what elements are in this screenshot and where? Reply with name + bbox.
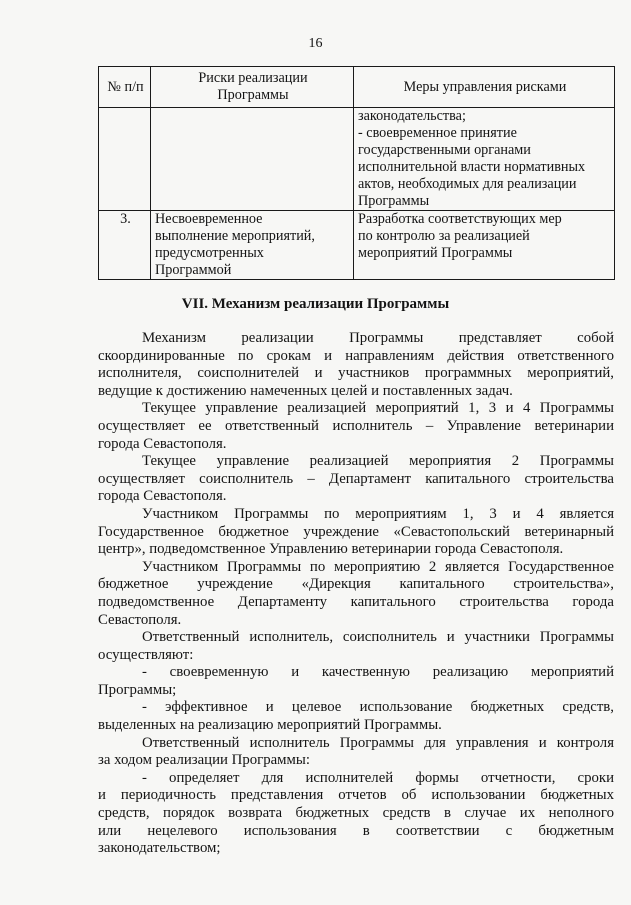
cell-text-line: государственными органами xyxy=(358,142,531,158)
measure-cell xyxy=(354,108,615,211)
paragraph xyxy=(98,400,614,453)
paragraph-line: Ответственный исполнитель, соисполнитель и участники Программы xyxy=(142,629,614,646)
cell-text-line: по контролю за реализацией xyxy=(358,228,530,244)
paragraph-line: Участником Программы по мероприятиям 1, 3 и 4 является xyxy=(142,505,614,522)
paragraph-line: осуществляют: xyxy=(98,646,194,663)
paragraph-line: - эффективное и целевое использование бюджетных средств, xyxy=(142,699,614,716)
section-title: VII. Механизм реализации Программы xyxy=(181,296,450,312)
cell-text-line: выполнение мероприятий, xyxy=(155,228,315,244)
cell-text-line: актов, необходимых для реализации xyxy=(358,176,577,192)
paragraph xyxy=(98,330,614,400)
cell-text-line: мероприятий Программы xyxy=(358,245,513,261)
paragraph-line: Ответственный исполнитель Программы для управления и контроля xyxy=(142,734,614,751)
paragraph-line: выделенных на реализацию мероприятий Программы. xyxy=(98,717,442,734)
paragraph xyxy=(98,735,614,770)
paragraph xyxy=(98,699,614,734)
paragraph-line: ведущие к достижению намеченных целей и поставленных задач. xyxy=(98,382,513,399)
table-row xyxy=(99,211,615,280)
risk-cell xyxy=(151,108,354,211)
paragraph xyxy=(98,629,614,664)
cell-text-line: - своевременное принятие xyxy=(358,125,517,141)
paragraph xyxy=(98,506,614,559)
cell-text-line: предусмотренных xyxy=(155,245,264,261)
cell-text-line: законодательства; xyxy=(358,108,466,124)
paragraph-line: или нецелевого использования в соответствии с бюджетным xyxy=(98,822,614,839)
paragraph-line: центр», подведомственное Управлению ветеринарии города Севастополя. xyxy=(98,541,564,558)
paragraph-line: Государственное бюджетное учреждение «Севастопольский ветеринарный xyxy=(98,523,614,540)
paragraph-line: исполнителя, соисполнителей и участников программных мероприятий, xyxy=(98,365,614,382)
paragraph-line: бюджетное учреждение «Дирекция капитального строительства», xyxy=(98,576,614,593)
paragraph xyxy=(98,453,614,506)
paragraph xyxy=(98,664,614,699)
row-number xyxy=(99,108,151,211)
cell-text-line: Разработка соответствующих мер xyxy=(358,211,562,227)
table-header-row xyxy=(99,67,615,108)
paragraph-line: и периодичность представления отчетов об использовании бюджетных xyxy=(98,787,614,804)
paragraph-line: Текущее управление реализацией мероприятия 2 Программы xyxy=(142,453,614,470)
risk-cell xyxy=(151,211,354,280)
table-row xyxy=(99,108,615,211)
cell-text-line: Программой xyxy=(155,262,232,278)
paragraph-line: осуществляет ее ответственный исполнитель – Управление ветеринарии xyxy=(98,417,614,434)
header-risks: Риски реализации Программы xyxy=(151,67,354,108)
paragraph-line: осуществляет соисполнитель – Департамент капитального строительства xyxy=(98,470,614,487)
paragraph-line: Севастополя. xyxy=(98,611,182,628)
cell-text-line: исполнительной власти нормативных xyxy=(358,159,586,175)
paragraph-line: скоординированные по срокам и направлениям действия ответственного xyxy=(98,347,614,364)
paragraph xyxy=(98,770,614,858)
table-body xyxy=(99,108,615,280)
paragraph-line: Механизм реализации Программы представляет собой xyxy=(142,330,614,346)
paragraph-line: Программы; xyxy=(98,681,177,698)
paragraph-line: Участником Программы по мероприятию 2 является Государственное xyxy=(142,558,614,575)
paragraph-line: за ходом реализации Программы: xyxy=(98,752,310,769)
cell-text-line: Несвоевременное xyxy=(155,211,263,227)
header-number: № п/п xyxy=(99,67,151,108)
paragraph xyxy=(98,559,614,629)
risk-management-table xyxy=(98,66,615,280)
paragraph-line: законодательством; xyxy=(98,840,221,857)
row-number: 3. xyxy=(99,211,151,280)
cell-text-line: Программы xyxy=(358,193,430,209)
header-measures: Меры управления рисками xyxy=(354,67,615,108)
paragraph-line: средств, порядок возврата бюджетных средств в случае их неполного xyxy=(98,805,614,822)
page-number: 16 xyxy=(308,36,323,51)
measure-cell xyxy=(354,211,615,280)
section-body xyxy=(98,330,614,858)
paragraph-line: подведомственное Департаменту капитального строительства города xyxy=(98,593,614,610)
paragraph-line: города Севастополя. xyxy=(98,435,227,452)
paragraph-line: - своевременную и качественную реализацию мероприятий xyxy=(142,664,614,681)
paragraph-line: - определяет для исполнителей формы отчетности, сроки xyxy=(142,769,614,786)
paragraph-line: Текущее управление реализацией мероприятий 1, 3 и 4 Программы xyxy=(142,400,614,417)
paragraph-line: города Севастополя. xyxy=(98,488,227,505)
